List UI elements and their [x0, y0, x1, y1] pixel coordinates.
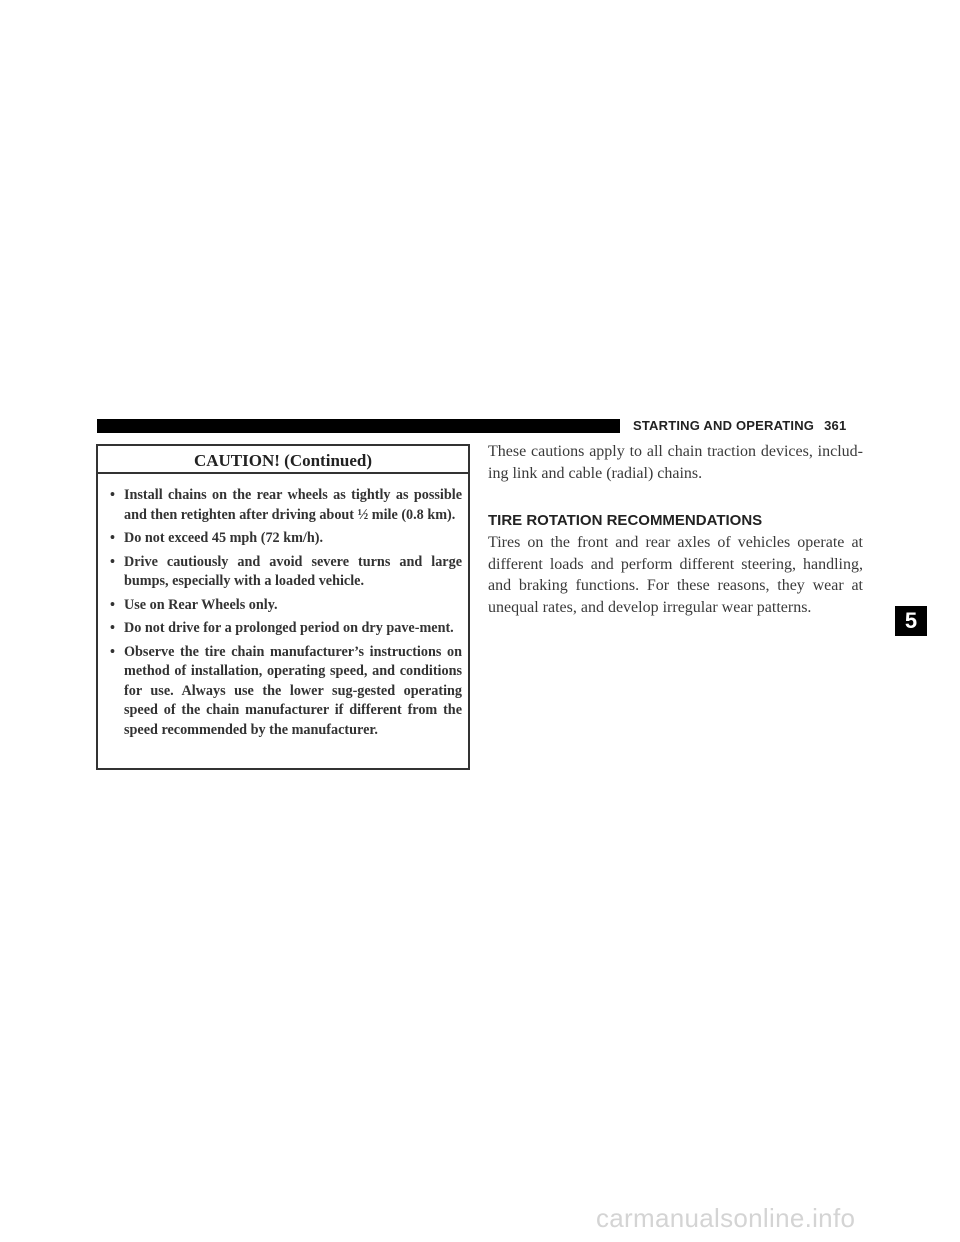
caution-item — [104, 553, 462, 592]
caution-item — [104, 596, 462, 616]
section-title: STARTING AND OPERATING — [633, 418, 815, 433]
caution-item — [104, 486, 462, 525]
running-header — [633, 418, 846, 433]
bullet-icon: • — [110, 596, 115, 613]
caution-item — [104, 643, 462, 741]
bullet-icon: • — [110, 620, 115, 636]
section-heading: TIRE ROTATION RECOMMENDATIONS — [488, 512, 763, 529]
right-column — [488, 441, 863, 618]
caution-item — [104, 529, 462, 549]
bullet-icon: • — [110, 530, 115, 546]
caution-item-text: Observe the tire chain manufacturer’s instructions on method of installation, operating speed, and conditions for use. Always use the lower sug-gested operating speed of the chain manufacturer if different from the speed recommended by the manufacturer. — [124, 643, 462, 738]
caution-title: CAUTION! (Continued) — [98, 446, 468, 474]
header-rule — [97, 419, 620, 433]
caution-item — [104, 619, 462, 639]
caution-item-text: Drive cautiously and avoid severe turns and large bumps, especially with a loaded vehicle. — [124, 553, 462, 589]
chapter-tab: 5 — [895, 606, 927, 636]
intro-paragraph: These cautions apply to all chain traction devices, includ-ing link and cable (radial) chains. — [488, 443, 863, 482]
caution-item-text: Do not drive for a prolonged period on dry pave-ment. — [124, 620, 454, 636]
page-number: 361 — [824, 418, 847, 433]
section-paragraph: Tires on the front and rear axles of vehicles operate at different loads and perform different steering, handling, and braking functions. For these reasons, they wear at unequal rates, and develop irregular wear patterns. — [488, 534, 863, 616]
watermark: carmanualsonline.info — [596, 1203, 856, 1233]
caution-item-text: Do not exceed 45 mph (72 km/h). — [124, 530, 324, 546]
caution-box — [96, 444, 470, 770]
bullet-icon: • — [110, 487, 115, 503]
caution-list — [98, 474, 468, 740]
caution-item-text: Use on Rear Wheels only. — [124, 596, 278, 613]
bullet-icon: • — [110, 643, 115, 660]
caution-item-text: Install chains on the rear wheels as tightly as possible and then retighten after driving about ½ mile (0.8 km). — [124, 487, 462, 523]
bullet-icon: • — [110, 553, 115, 570]
